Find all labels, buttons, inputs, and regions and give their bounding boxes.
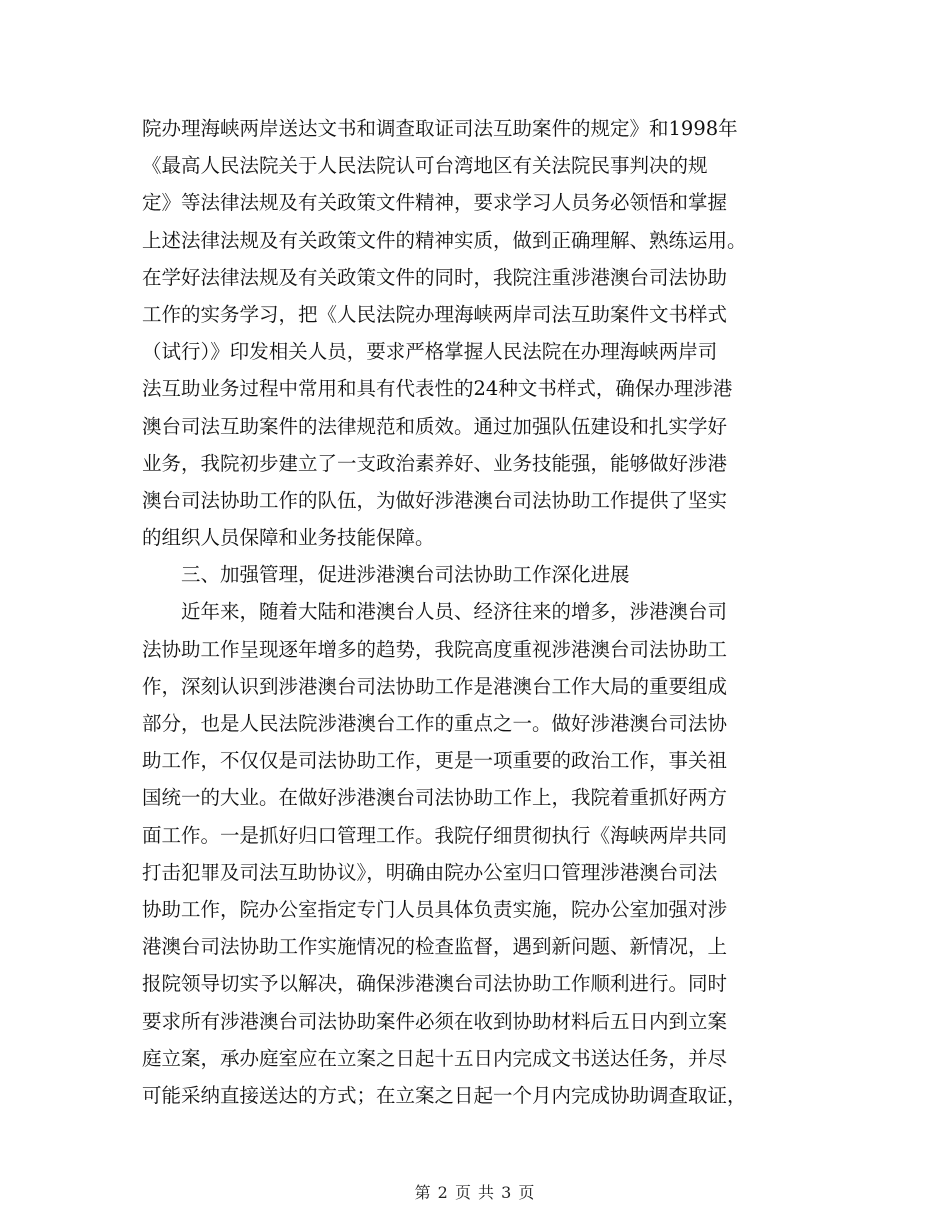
text-line: 打击犯罪及司法互助协议》，明确由院办公室归口管理涉港澳台司法 [142,860,718,884]
text-line: 可能采纳直接送达的方式；在立案之日起一个月内完成协助调查取证， [142,1083,747,1107]
text-line: 业务，我院初步建立了一支政治素养好、业务技能强，能够做好涉港 [142,451,728,475]
text-line: 在学好法律法规及有关政策文件的同时，我院注重涉港澳台司法协助 [142,265,728,289]
text-line: 部分，也是人民法院涉港澳台工作的重点之一。做好涉港澳台司法协 [142,712,728,735]
text-line: 协助工作，院办公室指定专门人员具体负责实施，院办公室加强对涉 [142,897,728,921]
text-line: 港澳台司法协助工作实施情况的检查监督，遇到新问题、新情况，上 [142,935,728,959]
text-line: 国统一的大业。在做好涉港澳台司法协助工作上，我院着重抓好两方 [142,786,728,810]
text-line: 面工作。一是抓好归口管理工作。我院仔细贯彻执行《海峡两岸共同 [142,823,728,847]
text-line: 定》等法律法规及有关政策文件精神，要求学习人员务必领悟和掌握 [142,191,728,215]
page-number-footer: 第 2 页 共 3 页 [414,1183,536,1202]
text-line: 澳台司法协助工作的队伍，为做好涉港澳台司法协助工作提供了坚实 [142,488,728,512]
section-heading: 三、加强管理，促进涉港澳台司法协助工作深化进展 [142,563,630,587]
text-line: 庭立案，承办庭室应在立案之日起十五日内完成文书送达任务，并尽 [142,1046,728,1070]
text-line: 法互助业务过程中常用和具有代表性的24种文书样式，确保办理涉港 [142,377,733,401]
text-line: （试行）》印发相关人员，要求严格掌握人民法院在办理海峡两岸司 [142,340,718,364]
text-line: 上述法律法规及有关政策文件的精神实质，做到正确理解、熟练运用。 [142,228,747,252]
text-line: 近年来，随着大陆和港澳台人员、经济往来的增多，涉港澳台司 [142,600,728,624]
body-text [142,110,812,1114]
text-line: 院办理海峡两岸送达文书和调查取证司法互助案件的规定》和1998年 [142,117,738,140]
text-line: 工作的实务学习，把《人民法院办理海峡两岸司法互助案件文书样式 [142,302,728,326]
text-line: 作，深刻认识到涉港澳台司法协助工作是港澳台工作大局的重要组成 [142,674,728,698]
text-line: 助工作，不仅仅是司法协助工作，更是一项重要的政治工作，事关祖 [142,749,728,773]
text-line: 《最高人民法院关于人民法院认可台湾地区有关法院民事判决的规 [142,154,708,178]
text-line: 法协助工作呈现逐年增多的趋势，我院高度重视涉港澳台司法协助工 [142,637,728,661]
text-line: 的组织人员保障和业务技能保障。 [142,526,435,550]
text-line: 澳台司法互助案件的法律规范和质效。通过加强队伍建设和扎实学好 [142,414,728,438]
text-line: 要求所有涉港澳台司法协助案件必须在收到协助材料后五日内到立案 [142,1009,728,1033]
text-line: 报院领导切实予以解决，确保涉港澳台司法协助工作顺利进行。同时 [142,972,728,996]
